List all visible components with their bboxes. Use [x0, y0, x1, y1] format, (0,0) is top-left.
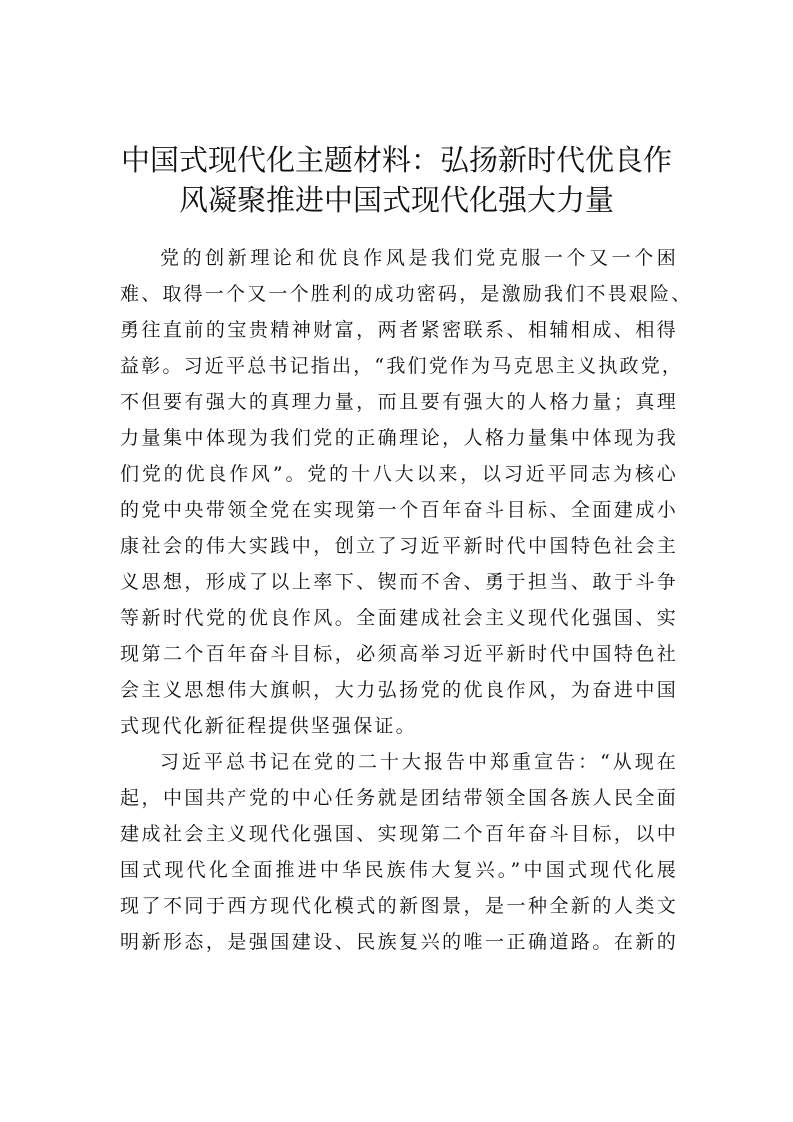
paragraph-2 [120, 744, 678, 960]
text-line: 的党中央带领全党在实现第一个百年奋斗目标、全面建成小 [120, 499, 678, 521]
text-line: 义思想，形成了以上率下、锲而不舍、勇于担当、敢于斗争 [120, 571, 678, 593]
text-line: 们党的优良作风”。党的十八大以来，以习近平同志为核心 [120, 463, 678, 485]
text-line: 会主义思想伟大旗帜，大力弘扬党的优良作风，为奋进中国 [120, 679, 678, 701]
text-line: 起，中国共产党的中心任务就是团结带领全国各族人民全面 [120, 787, 678, 809]
text-line: 习近平总书记在党的二十大报告中郑重宣告：“从现在 [160, 751, 678, 773]
text-line: 国式现代化全面推进中华民族伟大复兴。”中国式现代化展 [120, 859, 678, 881]
text-line: 明新形态，是强国建设、民族复兴的唯一正确道路。在新的 [120, 931, 678, 953]
text-line: 难、取得一个又一个胜利的成功密码，是激励我们不畏艰险、 [120, 283, 693, 305]
document-title [0, 140, 793, 220]
text-line: 现第二个百年奋斗目标，必须高举习近平新时代中国特色社 [120, 643, 678, 665]
text-line: 康社会的伟大实践中，创立了习近平新时代中国特色社会主 [120, 535, 678, 557]
text-line: 式现代化新征程提供坚强保证。 [120, 715, 417, 737]
title-line: 中国式现代化主题材料：弘扬新时代优良作 [120, 143, 672, 177]
document-body [120, 240, 693, 960]
text-line: 益彰。习近平总书记指出，“我们党作为马克思主义执政党， [120, 355, 684, 377]
text-line: 党的创新理论和优良作风是我们党克服一个又一个困 [160, 247, 678, 269]
paragraph-1 [120, 240, 693, 744]
text-line: 不但要有强大的真理力量，而且要有强大的人格力量；真理 [120, 391, 678, 413]
text-line: 现了不同于西方现代化模式的新图景，是一种全新的人类文 [120, 895, 678, 917]
text-line: 力量集中体现为我们党的正确理论，人格力量集中体现为我 [120, 427, 678, 449]
title-line: 风凝聚推进中国式现代化强大力量 [178, 183, 614, 217]
text-line: 等新时代党的优良作风。全面建成社会主义现代化强国、实 [120, 607, 678, 629]
text-line: 勇往直前的宝贵精神财富，两者紧密联系、相辅相成、相得 [120, 319, 678, 341]
text-line: 建成社会主义现代化强国、实现第二个百年奋斗目标，以中 [120, 823, 678, 845]
